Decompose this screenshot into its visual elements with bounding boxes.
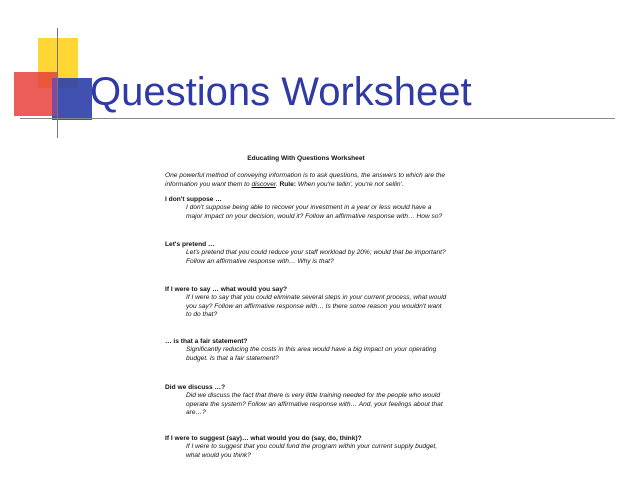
rule-label: Rule: — [279, 180, 296, 188]
slide-title: Questions Worksheet — [90, 70, 472, 114]
worksheet-title: Educating With Questions Worksheet — [247, 155, 365, 162]
section-dont-suppose — [165, 196, 465, 221]
decor-blue-square — [52, 78, 92, 120]
intro-period: . — [275, 180, 278, 188]
section-heading: If I were to say … what would you say? — [165, 286, 288, 293]
section-heading: Did we discuss …? — [165, 384, 226, 391]
section-body: If I were to say that you could eliminate several steps in your current process, what would you say? Follow an affirmative response with… Is there some reason you wouldn't want to do that? — [186, 294, 447, 319]
section-did-we-discuss — [165, 384, 465, 418]
section-heading: … is that a fair statement? — [165, 338, 248, 345]
intro-text: One powerful method of conveying information is to ask questions, the answers to which are the information you want them to — [165, 172, 446, 188]
title-divider — [20, 118, 615, 119]
section-heading: I don't suppose … — [165, 196, 222, 203]
section-body: I don't suppose being able to recover your investment in a year or less would have a major impact on your decision, would it? Follow an affirmative response with… How so? — [186, 204, 443, 220]
section-body: Let's pretend that you could reduce your staff workload by 20%; would that be important? Follow an affirmative response with… Why is that? — [186, 249, 446, 265]
section-lets-pretend — [165, 241, 465, 266]
section-heading: If I were to suggest (say)… what would you do (say, do, think)? — [165, 435, 362, 442]
section-if-i-were-to-say — [165, 286, 465, 320]
worksheet-intro — [165, 172, 450, 189]
rule-text: When you're tellin', you're not sellin'. — [297, 180, 404, 188]
decor-vertical-line — [57, 28, 58, 138]
section-if-i-were-to-suggest — [165, 435, 465, 460]
worksheet — [165, 155, 465, 459]
intro-discover: discover — [251, 180, 276, 188]
section-body: Significantly reducing the costs in this area would have a big impact on your operating budget. Is that a fair statement? — [186, 346, 437, 362]
section-body: Did we discuss the fact that there is very little training needed for the people who would operate the system? Follow an affirmative response with… And, your feelings about that are…? — [186, 392, 443, 417]
section-body: If I were to suggest that you could fund the program within your current supply budget, what would you think? — [186, 443, 438, 459]
section-heading: Let's pretend … — [165, 241, 215, 248]
section-fair-statement — [165, 338, 465, 363]
